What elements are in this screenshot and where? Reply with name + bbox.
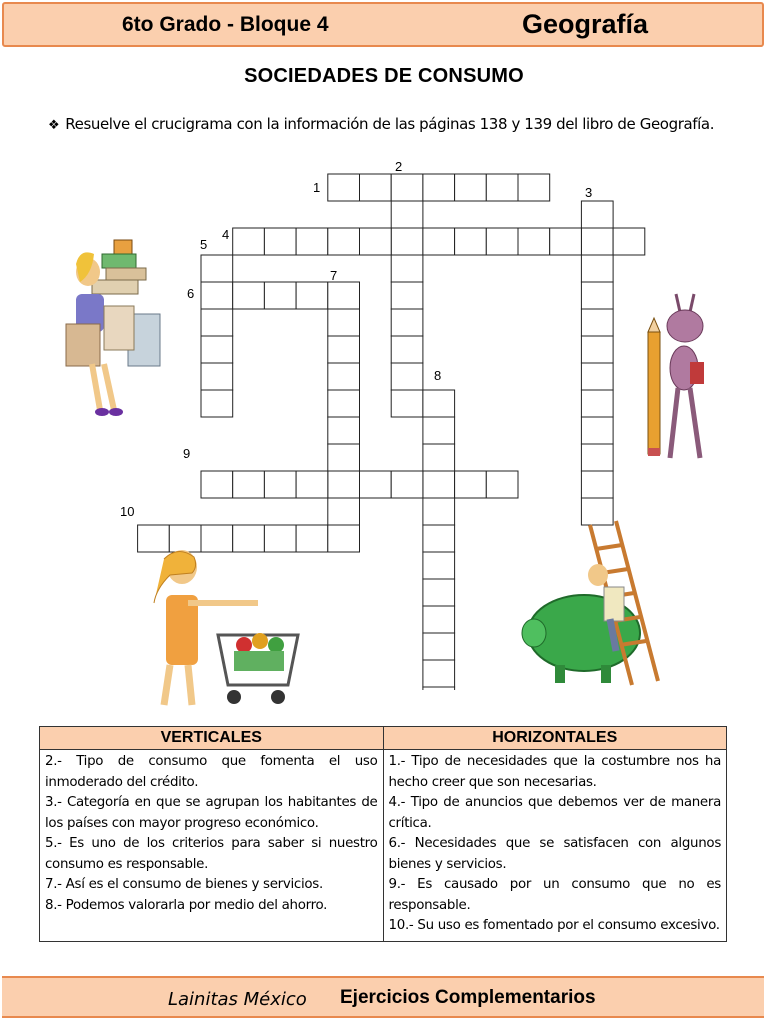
clue-number-9: 9: [183, 446, 191, 461]
crossword-cell[interactable]: [391, 471, 423, 498]
crossword-cell[interactable]: [518, 228, 550, 255]
shopping-cart-illustration: [148, 545, 303, 715]
grade-label: 6to Grado - Bloque 4: [122, 13, 329, 36]
crossword-cell[interactable]: [486, 174, 518, 201]
clue-number-8: 8: [434, 368, 442, 383]
clue-vertical-3: 3.- Categoría en que se agrupan los habitantes de los países con mayor progreso económico.: [45, 795, 378, 831]
ant-illustration: [640, 288, 710, 473]
clue-number-3: 3: [585, 185, 593, 200]
crossword-cell[interactable]: [328, 174, 360, 201]
crossword-cell[interactable]: [581, 255, 613, 282]
crossword-cell[interactable]: [423, 606, 455, 633]
shopper-illustration: [62, 234, 172, 419]
crossword-cell[interactable]: [391, 228, 423, 255]
verticales-clues: [40, 750, 384, 942]
crossword-cell[interactable]: [423, 471, 455, 498]
crossword-cell[interactable]: [328, 336, 360, 363]
crossword-cell[interactable]: [201, 390, 233, 417]
crossword-cell[interactable]: [391, 309, 423, 336]
crossword-cell[interactable]: [423, 579, 455, 606]
crossword-cell[interactable]: [328, 417, 360, 444]
clue-horizontal-4: 4.- Tipo de anuncios que debemos ver de manera crítica.: [388, 795, 721, 831]
header-band: [2, 2, 764, 47]
crossword-cell[interactable]: [328, 309, 360, 336]
crossword-cell[interactable]: [328, 282, 360, 309]
crossword-cell[interactable]: [328, 390, 360, 417]
clue-number-5: 5: [200, 237, 208, 252]
crossword-cell[interactable]: [423, 174, 455, 201]
crossword-cell[interactable]: [201, 309, 233, 336]
clue-horizontal-10: 10.- Su uso es fomentado por el consumo excesivo.: [388, 918, 720, 933]
crossword-cell[interactable]: [518, 174, 550, 201]
crossword-cell[interactable]: [201, 336, 233, 363]
crossword-cell[interactable]: [391, 336, 423, 363]
crossword-cell[interactable]: [201, 282, 233, 309]
crossword-cell[interactable]: [550, 228, 582, 255]
crossword-cell[interactable]: [328, 444, 360, 471]
crossword-cell[interactable]: [581, 471, 613, 498]
clue-vertical-5: 5.- Es uno de los criterios para saber si nuestro consumo es responsable.: [45, 836, 378, 872]
crossword-cell[interactable]: [391, 201, 423, 228]
crossword-cell[interactable]: [581, 282, 613, 309]
crossword-cell[interactable]: [581, 363, 613, 390]
crossword-cell[interactable]: [581, 417, 613, 444]
crossword-cell[interactable]: [581, 228, 613, 255]
verticales-header: VERTICALES: [40, 727, 384, 750]
crossword-cell[interactable]: [581, 390, 613, 417]
clue-horizontal-9: 9.- Es causado por un consumo que no es responsable.: [388, 877, 721, 913]
crossword-cell[interactable]: [486, 471, 518, 498]
footer-title: Ejercicios Complementarios: [340, 987, 596, 1008]
diamond-bullet-icon: ❖: [48, 118, 60, 133]
clue-number-10: 10: [120, 504, 135, 519]
crossword-cell[interactable]: [423, 390, 455, 417]
instruction: [48, 115, 714, 133]
horizontales-header: HORIZONTALES: [383, 727, 727, 750]
crossword-cell[interactable]: [201, 255, 233, 282]
crossword-cell[interactable]: [486, 228, 518, 255]
crossword-cell[interactable]: [423, 525, 455, 552]
clue-number-1: 1: [313, 180, 321, 195]
crossword-cell[interactable]: [328, 228, 360, 255]
clue-horizontal-6: 6.- Necesidades que se satisfacen con algunos bienes y servicios.: [388, 836, 721, 872]
crossword-cell[interactable]: [423, 660, 455, 687]
crossword-cell[interactable]: [264, 471, 296, 498]
subject-label: Geografía: [522, 9, 649, 39]
clue-number-7: 7: [330, 268, 338, 283]
crossword-cell[interactable]: [423, 552, 455, 579]
crossword-cell[interactable]: [201, 363, 233, 390]
crossword-cell[interactable]: [581, 336, 613, 363]
page-title: SOCIEDADES DE CONSUMO: [244, 65, 524, 87]
clue-number-2: 2: [395, 159, 403, 174]
clue-vertical-2: 2.- Tipo de consumo que fomenta el uso inmoderado del crédito.: [45, 754, 378, 790]
crossword-cell[interactable]: [613, 228, 645, 255]
crossword-cell[interactable]: [328, 363, 360, 390]
crossword-cell[interactable]: [423, 633, 455, 660]
footer-band: [2, 976, 764, 1018]
crossword-cell[interactable]: [296, 228, 328, 255]
crossword-cell[interactable]: [423, 417, 455, 444]
crossword-cell[interactable]: [391, 282, 423, 309]
crossword-cell[interactable]: [455, 228, 487, 255]
crossword-cell[interactable]: [423, 687, 455, 690]
crossword-cell[interactable]: [581, 201, 613, 228]
clue-number-4: 4: [222, 227, 230, 242]
crossword-cell[interactable]: [391, 174, 423, 201]
crossword-cell[interactable]: [391, 363, 423, 390]
crossword-cell[interactable]: [455, 174, 487, 201]
clue-number-6: 6: [187, 286, 195, 301]
crossword-cell[interactable]: [201, 471, 233, 498]
crossword-cell[interactable]: [423, 498, 455, 525]
instruction-text: Resuelve el crucigrama con la información de las páginas 138 y 139 del libro de Geografía.: [65, 115, 715, 133]
clue-horizontal-1: 1.- Tipo de necesidades que la costumbre nos ha hecho creer que son necesarias.: [388, 754, 721, 790]
crossword-cell[interactable]: [360, 228, 392, 255]
crossword-cell[interactable]: [360, 471, 392, 498]
crossword-cell[interactable]: [581, 309, 613, 336]
crossword-cell[interactable]: [296, 471, 328, 498]
crossword-cell[interactable]: [423, 228, 455, 255]
crossword-cell[interactable]: [455, 471, 487, 498]
clue-vertical-7: 7.- Así es el consumo de bienes y servicios.: [45, 877, 323, 892]
crossword-cell[interactable]: [581, 444, 613, 471]
crossword-cell[interactable]: [328, 525, 360, 552]
clue-vertical-8: 8.- Podemos valorarla por medio del ahorro.: [45, 897, 328, 913]
crossword-cell[interactable]: [233, 228, 265, 255]
crossword-cell[interactable]: [328, 498, 360, 525]
crossword-cell[interactable]: [296, 282, 328, 309]
crossword-cell[interactable]: [264, 282, 296, 309]
crossword-cell[interactable]: [360, 174, 392, 201]
crossword-cell[interactable]: [328, 471, 360, 498]
horizontales-clues: [383, 750, 727, 942]
crossword-cell[interactable]: [391, 255, 423, 282]
crossword-cell[interactable]: [264, 228, 296, 255]
crossword-cell[interactable]: [233, 471, 265, 498]
clues-table: [39, 726, 727, 942]
crossword-cell[interactable]: [423, 444, 455, 471]
footer-author: Lainitas México: [168, 989, 307, 1010]
crossword-cell[interactable]: [391, 390, 423, 417]
crossword-cell[interactable]: [233, 282, 265, 309]
piggy-bank-illustration: [520, 515, 660, 690]
